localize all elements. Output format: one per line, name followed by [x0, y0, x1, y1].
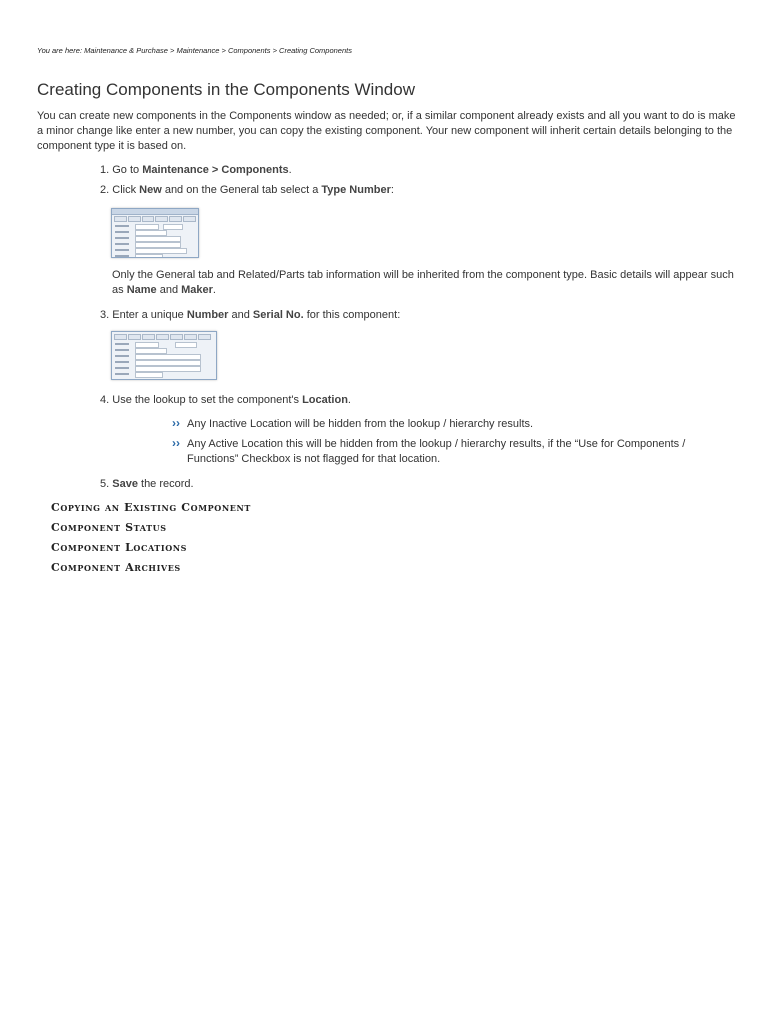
link-component-archives[interactable]: Component Archives	[51, 561, 181, 574]
menu-path: Maintenance > Components	[142, 164, 289, 176]
components-window-thumbnail-number	[111, 331, 217, 380]
chevron-right-icon: ››	[172, 416, 180, 430]
step-4: 4. Use the lookup to set the component's Location.	[100, 394, 351, 406]
breadcrumb: You are here: Maintenance & Purchase > Maintenance > Components > Creating Components	[37, 46, 352, 55]
step-3: 3. Enter a unique Number and Serial No. for this component:	[100, 309, 401, 321]
link-copying-existing-component[interactable]: Copying an Existing Component	[51, 501, 251, 514]
step-1: 1. Go to Maintenance > Components.	[100, 164, 292, 176]
bullet-active-location: ›› Any Active Location this will be hidden from the lookup / hierarchy results, if the “Use for Components / Functions” Checkbox is not flagged for that location.	[172, 436, 686, 465]
step-2: 2. Click New and on the General tab select a Type Number:	[100, 184, 394, 196]
chevron-right-icon: ››	[172, 436, 180, 450]
bullet-inactive-location: ›› Any Inactive Location will be hidden from the lookup / hierarchy results.	[172, 416, 534, 430]
step-5: 5. Save the record.	[100, 478, 194, 490]
step-2-note: Only the General tab and Related/Parts tab information will be inherited from the component type. Basic details will appear such as Name and Maker.	[112, 269, 734, 296]
link-component-locations[interactable]: Component Locations	[51, 541, 188, 554]
link-component-status[interactable]: Component Status	[51, 521, 167, 534]
page-title: Creating Components in the Components Window	[37, 80, 415, 99]
components-window-thumbnail-general	[111, 208, 199, 258]
intro-paragraph: You can create new components in the Components window as needed; or, if a similar component already exists and all you want to do is make a minor change like enter a new number, you can copy the existing component. Your new component will inherit certain details belonging to the component type it is based on.	[37, 110, 736, 152]
